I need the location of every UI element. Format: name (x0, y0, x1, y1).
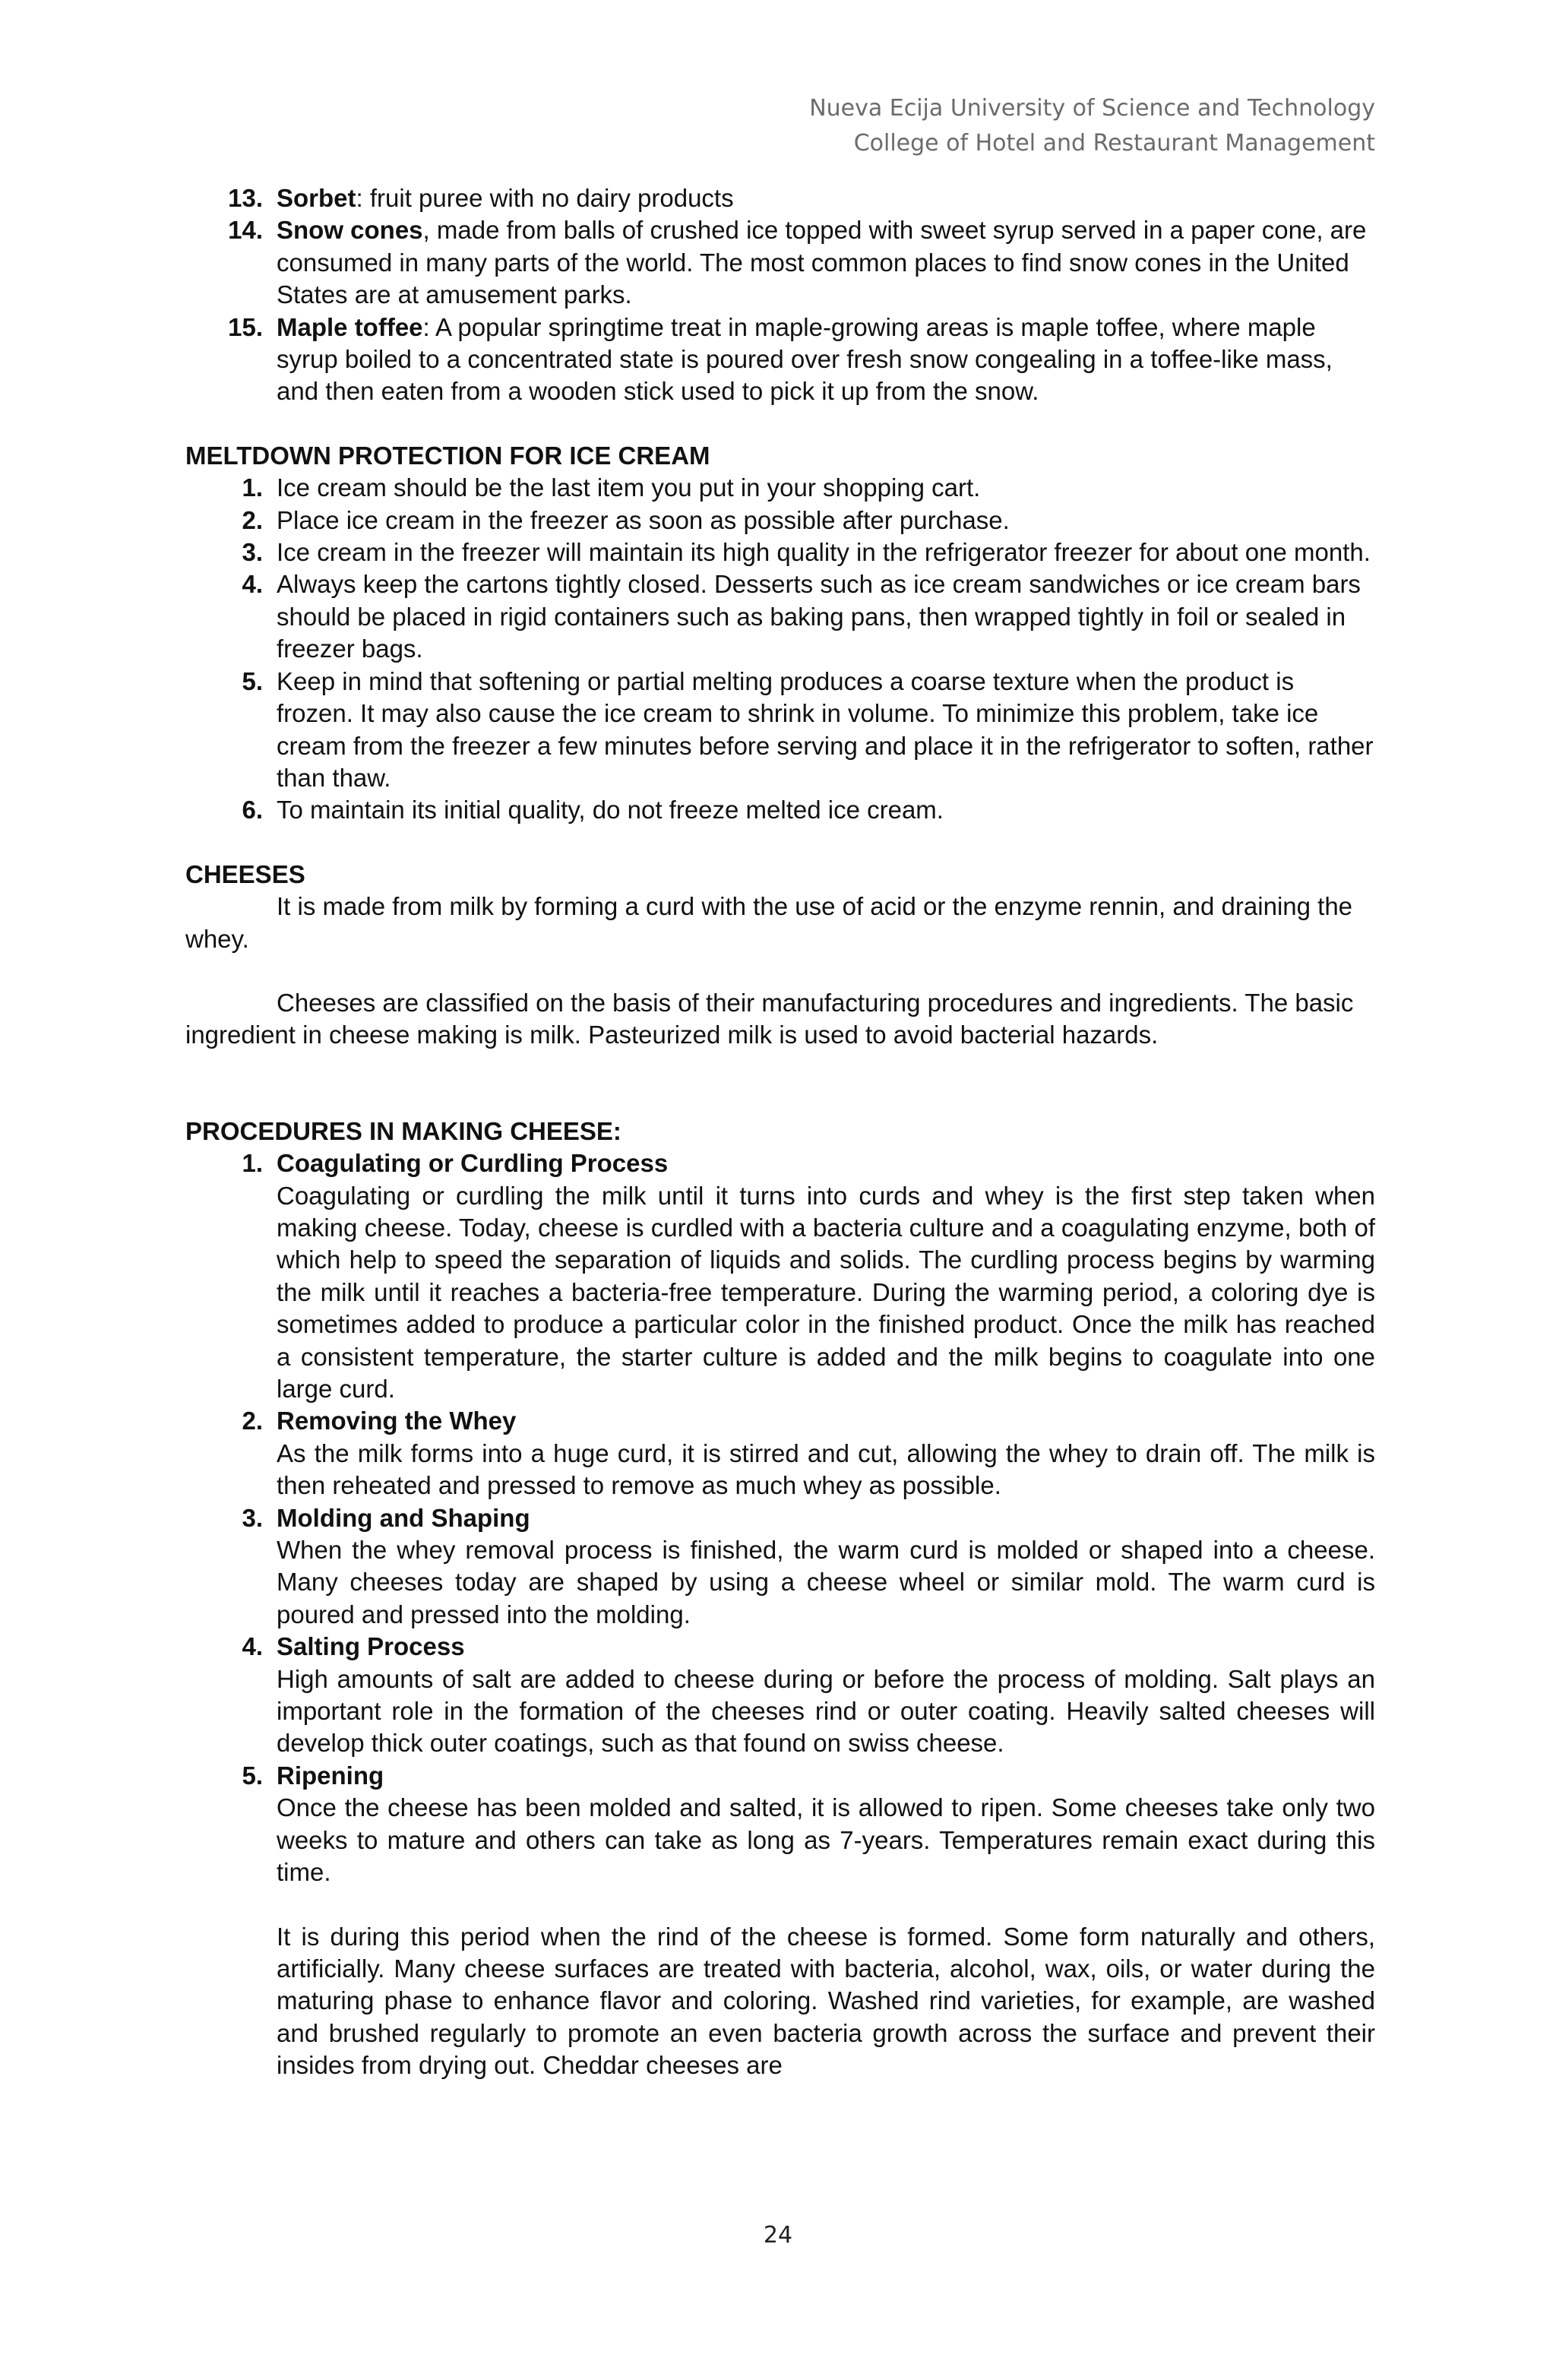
cheeses-paragraph: It is made from milk by forming a curd with the use of acid or the enzyme rennin, and draining the whey. (185, 892, 1353, 953)
list-item (185, 1760, 1375, 2082)
procedure-title: Salting Process (277, 1632, 465, 1661)
list-item (185, 214, 1375, 311)
list-term: Snow cones (277, 216, 423, 245)
procedure-text: Once the cheese has been molded and salted, it is allowed to ripen. Some cheeses take only two weeks to mature and others can take as long as 7-years. Temperatures remain exact during this time. (277, 1793, 1375, 1887)
list-item (185, 1502, 1375, 1632)
list-number: 14. (228, 216, 263, 245)
list-text: Ice cream should be the last item you put in your shopping cart. (277, 473, 981, 502)
list-number: 5. (242, 666, 263, 695)
cheeses-paragraph: Cheeses are classified on the basis of their manufacturing procedures and ingredients. The basic ingredient in cheese making is milk. Pasteurized milk is used to avoid bacterial hazards. (185, 988, 1354, 1049)
list-number: 4. (242, 1632, 263, 1661)
procedure-title: Coagulating or Curdling Process (277, 1149, 669, 1178)
list-text: : A popular springtime treat in maple-growing areas is maple toffee, where maple syrup boiled to a concentrated state is poured over fresh snow congealing in a toffee-like mass, and then eaten from a wooden stick used to pick it up from the snow. (277, 312, 1333, 406)
procedure-title: Removing the Whey (277, 1407, 517, 1435)
list-text: Ice cream in the freezer will maintain its high quality in the refrigerator freezer for about one month. (277, 538, 1371, 567)
list-number: 2. (242, 1407, 263, 1435)
list-item (185, 536, 1375, 568)
procedures-heading: PROCEDURES IN MAKING CHEESE: (185, 1116, 621, 1145)
list-number: 6. (242, 796, 263, 824)
document-body (185, 182, 1375, 2082)
list-number: 3. (242, 538, 263, 567)
list-item (185, 182, 1375, 214)
list-text: To maintain its initial quality, do not freeze melted ice cream. (277, 796, 944, 824)
page-number: 24 (763, 2222, 793, 2249)
list-term: Maple toffee (277, 312, 423, 341)
meltdown-heading: MELTDOWN PROTECTION FOR ICE CREAM (185, 441, 710, 470)
list-number: 15. (228, 312, 263, 341)
list-item (185, 1405, 1375, 1502)
list-text: Keep in mind that softening or partial melting produces a coarse texture when the product is frozen. It may also cause the ice cream to shrink in volume. To minimize this problem, take ice cream from the freezer a few minutes before serving and place it in the refrigerator to soften, rather than thaw. (277, 666, 1374, 792)
meltdown-list (185, 472, 1375, 826)
procedure-title: Ripening (277, 1761, 384, 1790)
list-term: Sorbet (277, 184, 356, 212)
list-item (185, 794, 1375, 826)
list-number: 3. (242, 1503, 263, 1532)
list-number: 2. (242, 505, 263, 534)
procedures-list (185, 1147, 1375, 2081)
procedure-text: It is during this period when the rind of the cheese is formed. Some form naturally and others, artificially. Many cheese surfaces are treated with bacteria, alcohol, wax, oils, or water during the maturing phase to enhance flavor and coloring. Washed rind varieties, for example, are washed and brushed regularly to promote an even bacteria growth across the surface and prevent their insides from drying out. Cheddar cheeses are (277, 1922, 1375, 2080)
list-item (185, 1147, 1375, 1405)
list-number: 5. (242, 1761, 263, 1790)
frozen-desserts-list (185, 182, 1375, 408)
header-university: Nueva Ecija University of Science and Technology (809, 95, 1375, 122)
list-item (185, 1631, 1375, 1760)
list-item (185, 312, 1375, 408)
procedure-text: High amounts of salt are added to cheese during or before the process of molding. Salt plays an important role in the formation of the cheeses rind or outer coating. Heavily salted cheeses will develop thick outer coatings, such as that found on swiss cheese. (277, 1664, 1375, 1758)
list-number: 13. (228, 184, 263, 212)
list-item (185, 505, 1375, 536)
list-text: Place ice cream in the freezer as soon as possible after purchase. (277, 505, 1010, 534)
list-item (185, 472, 1375, 504)
procedure-title: Molding and Shaping (277, 1503, 530, 1532)
list-text: , made from balls of crushed ice topped with sweet syrup served in a paper cone, are consumed in many parts of the world. The most common places to find snow cones in the United States are at amusement parks. (277, 216, 1367, 309)
list-item (185, 666, 1375, 795)
page-header (809, 91, 1375, 161)
list-item (185, 568, 1375, 665)
list-number: 4. (242, 570, 263, 599)
procedure-text: When the whey removal process is finished, the warm curd is molded or shaped into a cheese. Many cheeses today are shaped by using a cheese wheel or similar mold. The warm curd is poured and pressed into the molding. (277, 1536, 1375, 1628)
procedure-text: As the milk forms into a huge curd, it is stirred and cut, allowing the whey to drain off. The milk is then reheated and pressed to remove as much whey as possible. (277, 1438, 1375, 1500)
procedure-text: Coagulating or curdling the milk until it turns into curds and whey is the first step taken when making cheese. Today, cheese is curdled with a bacteria culture and a coagulating enzyme, both of which help to speed the separation of liquids and solids. The curdling process begins by warming the milk until it reaches a bacteria-free temperature. During the warming period, a coloring dye is sometimes added to produce a particular color in the finished product. Once the milk has reached a consistent temperature, the starter culture is added and the milk begins to coagulate into one large curd. (277, 1181, 1375, 1403)
header-college: College of Hotel and Restaurant Management (853, 130, 1375, 157)
list-text: Always keep the cartons tightly closed. Desserts such as ice cream sandwiches or ice cream bars should be placed in rigid containers such as baking pans, then wrapped tightly in foil or sealed in freezer bags. (277, 570, 1361, 663)
list-number: 1. (242, 473, 263, 502)
list-text: : fruit puree with no dairy products (356, 184, 734, 212)
cheeses-heading: CHEESES (185, 859, 305, 888)
list-number: 1. (242, 1149, 263, 1178)
